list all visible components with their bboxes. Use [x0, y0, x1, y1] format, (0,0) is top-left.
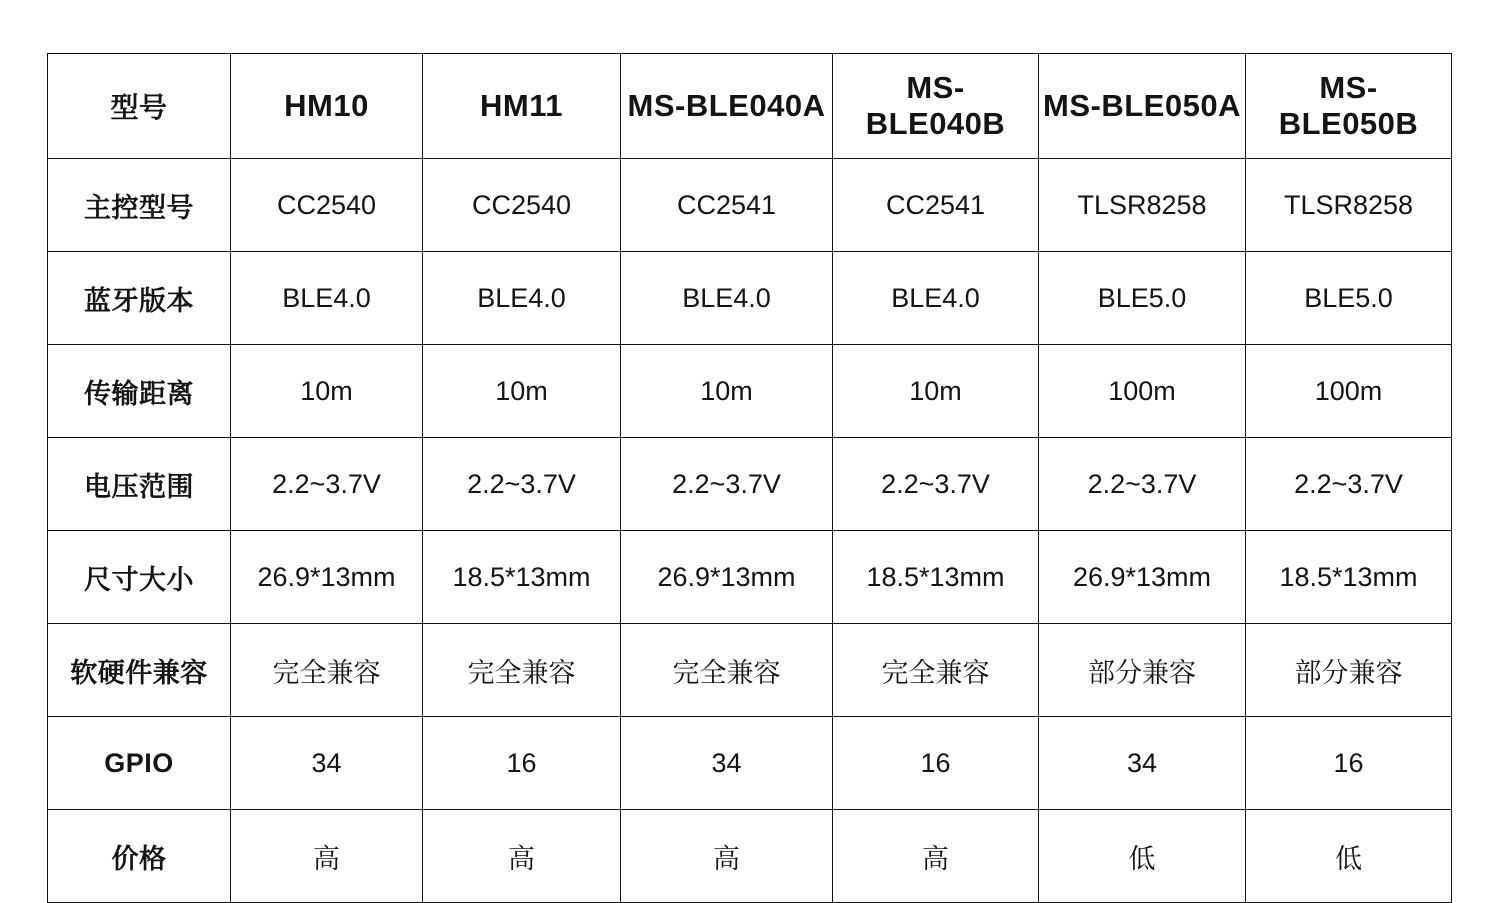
table-cell: 10m	[621, 345, 833, 438]
table-cell: 34	[621, 717, 833, 810]
table-header-cell: 型号	[48, 54, 231, 159]
table-cell: 部分兼容	[1039, 624, 1246, 717]
table-cell: 2.2~3.7V	[231, 438, 423, 531]
table-header-cell: MS-BLE040A	[621, 54, 833, 159]
table-row	[48, 717, 1452, 810]
table-cell: 2.2~3.7V	[1039, 438, 1246, 531]
table-header-cell: MS-BLE040B	[833, 54, 1039, 159]
table-cell: BLE4.0	[423, 252, 621, 345]
table-cell: 低	[1039, 810, 1246, 903]
table-cell: 26.9*13mm	[231, 531, 423, 624]
table-cell: 16	[423, 717, 621, 810]
table-header-row	[48, 54, 1452, 159]
table-cell: BLE5.0	[1246, 252, 1452, 345]
table-cell: 高	[833, 810, 1039, 903]
table-cell: 18.5*13mm	[1246, 531, 1452, 624]
row-label: 尺寸大小	[48, 531, 231, 624]
table-cell: 低	[1246, 810, 1452, 903]
table-cell: 18.5*13mm	[423, 531, 621, 624]
table-cell: 26.9*13mm	[1039, 531, 1246, 624]
table-row	[48, 252, 1452, 345]
table-cell: TLSR8258	[1246, 159, 1452, 252]
table-cell: 18.5*13mm	[833, 531, 1039, 624]
row-label: 电压范围	[48, 438, 231, 531]
table-cell: CC2541	[833, 159, 1039, 252]
row-label: 蓝牙版本	[48, 252, 231, 345]
table-cell: 26.9*13mm	[621, 531, 833, 624]
row-label: GPIO	[48, 717, 231, 810]
table-cell: CC2540	[231, 159, 423, 252]
table-cell: 完全兼容	[833, 624, 1039, 717]
table-cell: BLE5.0	[1039, 252, 1246, 345]
row-label: 价格	[48, 810, 231, 903]
table-header-cell: MS-BLE050B	[1246, 54, 1452, 159]
table-header-cell: HM11	[423, 54, 621, 159]
table-cell: 完全兼容	[423, 624, 621, 717]
table-cell: BLE4.0	[621, 252, 833, 345]
table-cell: TLSR8258	[1039, 159, 1246, 252]
table-header-cell: MS-BLE050A	[1039, 54, 1246, 159]
row-label: 软硬件兼容	[48, 624, 231, 717]
table-cell: 16	[1246, 717, 1452, 810]
table-row	[48, 810, 1452, 903]
table-cell: 10m	[231, 345, 423, 438]
table-cell: 高	[621, 810, 833, 903]
table-row	[48, 624, 1452, 717]
table-cell: 2.2~3.7V	[621, 438, 833, 531]
table-cell: 16	[833, 717, 1039, 810]
ble-module-comparison-table	[47, 53, 1452, 903]
table-cell: BLE4.0	[231, 252, 423, 345]
table-cell: 高	[231, 810, 423, 903]
table-cell: 100m	[1039, 345, 1246, 438]
table-cell: CC2540	[423, 159, 621, 252]
table-cell: 完全兼容	[231, 624, 423, 717]
table-cell: 100m	[1246, 345, 1452, 438]
table-cell: 2.2~3.7V	[833, 438, 1039, 531]
table-header-cell: HM10	[231, 54, 423, 159]
table-row	[48, 531, 1452, 624]
row-label: 主控型号	[48, 159, 231, 252]
table-cell: 10m	[423, 345, 621, 438]
table-cell: 10m	[833, 345, 1039, 438]
row-label: 传输距离	[48, 345, 231, 438]
table-cell: 34	[231, 717, 423, 810]
table-row	[48, 438, 1452, 531]
table-cell: 完全兼容	[621, 624, 833, 717]
table-cell: BLE4.0	[833, 252, 1039, 345]
table-cell: 34	[1039, 717, 1246, 810]
table-cell: CC2541	[621, 159, 833, 252]
table-cell: 2.2~3.7V	[423, 438, 621, 531]
table-row	[48, 345, 1452, 438]
table-row	[48, 159, 1452, 252]
table-cell: 高	[423, 810, 621, 903]
table-cell: 部分兼容	[1246, 624, 1452, 717]
table-cell: 2.2~3.7V	[1246, 438, 1452, 531]
